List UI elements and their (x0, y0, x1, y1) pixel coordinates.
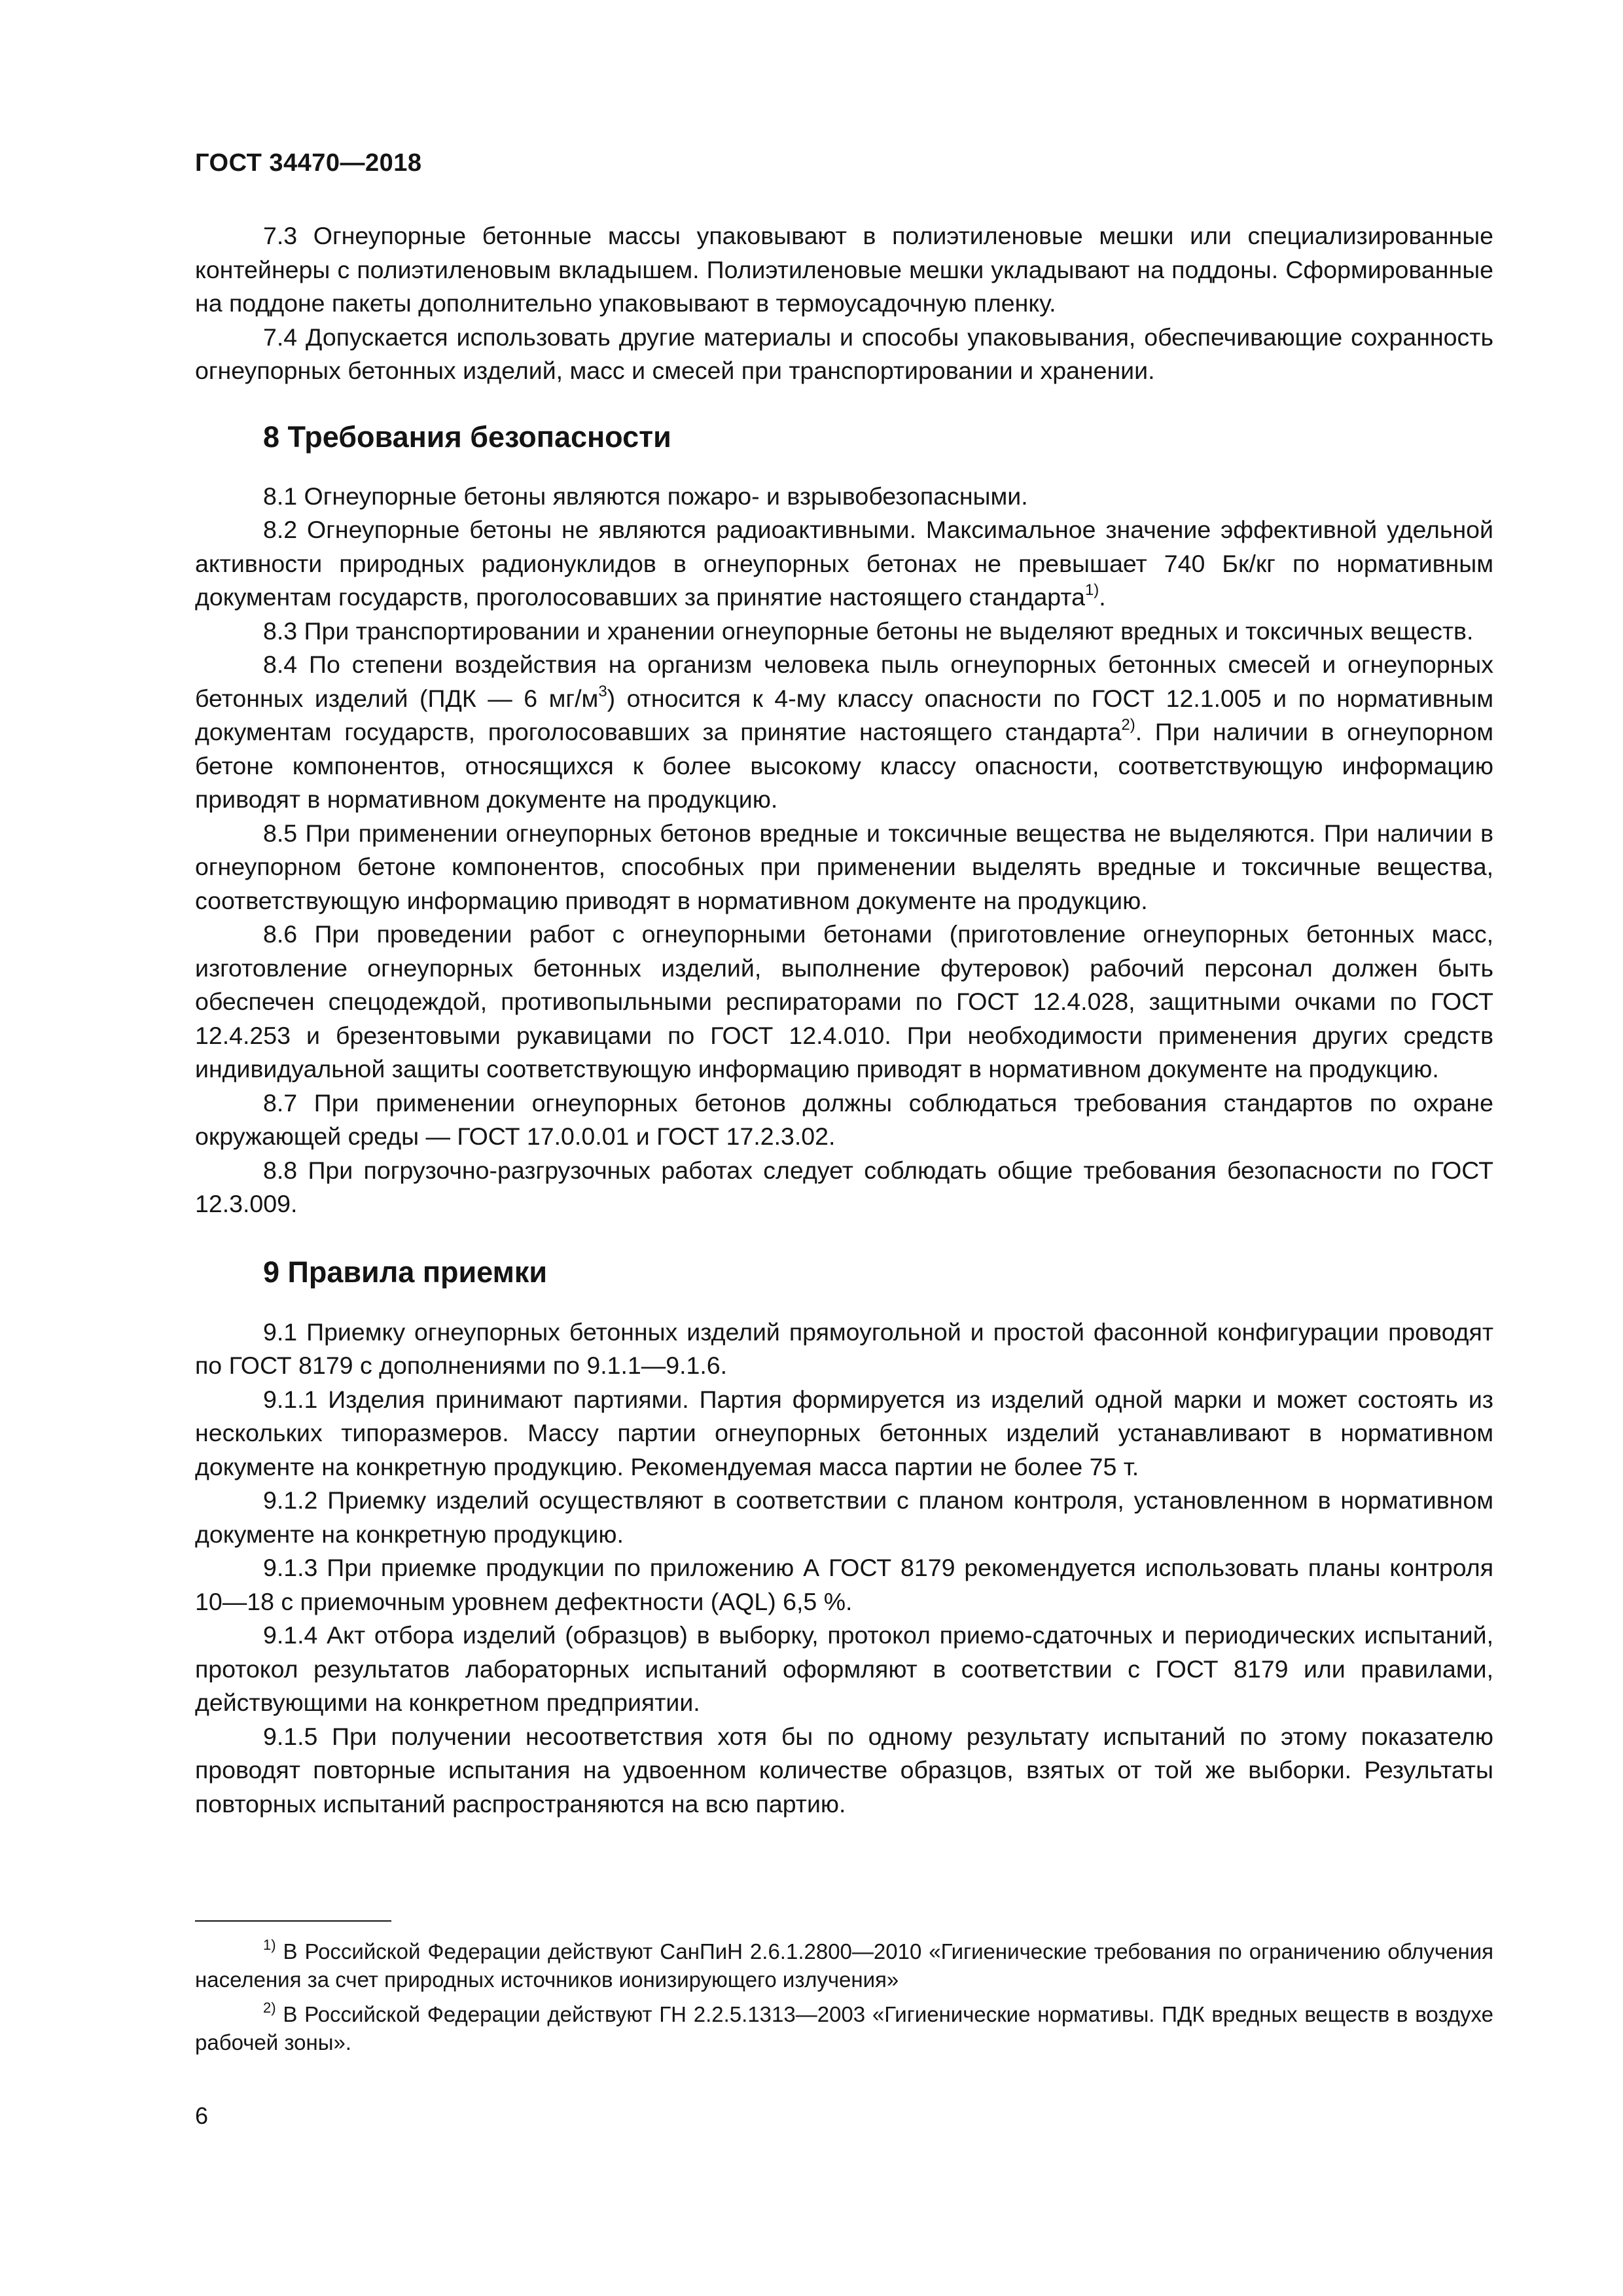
paragraph-9-1-4: 9.1.4 Акт отбора изделий (образцов) в выборку, протокол приемо-сдаточных и периодических испытаний, протокол результатов лабораторных испытаний оформляют в соответствии с ГОСТ 8179 или правилами, действующими на конкретном предприятии. (195, 1621, 1493, 1716)
document-page (195, 0, 1493, 2296)
footnote-ref-1[interactable]: 1) (1084, 581, 1099, 599)
footnote-1 (195, 1937, 1493, 1994)
paragraph-8-4 (195, 648, 1493, 817)
superscript-cubic: 3 (598, 682, 607, 700)
document-body (195, 219, 1493, 1821)
footnotes (195, 1920, 1493, 2063)
paragraph-8-5: 8.5 При применении огнеупорных бетонов вредные и токсичные вещества не выделяются. При наличии в огнеупорном бетоне компонентов, способных при применении выделять вредные и токсичные вещества, соответствующую информацию приводят в нормативном документе на продукцию. (195, 819, 1493, 914)
footnote-marker-1: 1) (263, 1937, 276, 1953)
footnote-divider (195, 1920, 391, 1922)
paragraph-9-1-5: 9.1.5 При получении несоответствия хотя бы по одному результату испытаний по этому показателю проводят повторные испытания на удвоенном количестве образцов, взятых от той же выборки. Результаты повторных испытаний распространяются на всю партию. (195, 1722, 1493, 1818)
paragraph-8-2-text: 8.2 Огнеупорные бетоны не являются радиоактивными. Максимальное значение эффективной удельной активности природных радионуклидов в огнеупорных бетонах не превышает 740 Бк/кг по нормативным документам государств, проголосовавших за принятие настоящего стандарта (195, 516, 1493, 611)
document-header: ГОСТ 34470—2018 (195, 149, 422, 177)
paragraph-8-2-end: . (1099, 583, 1106, 611)
section-9-heading: 9 Правила приемки (263, 1255, 548, 1289)
paragraph-9-1: 9.1 Приемку огнеупорных бетонных изделий прямоугольной и простой фасонной конфигурации проводят по ГОСТ 8179 с дополнениями по 9.1.1—9.1.6. (195, 1318, 1493, 1379)
footnote-2 (195, 2000, 1493, 2056)
footnote-marker-2: 2) (263, 2000, 276, 2016)
paragraph-8-4-text-c: . При наличии в огнеупорном бетоне компонентов, относящихся к более высокому классу опасности, соответствующую информацию приводят в нормативном документе на продукцию. (195, 718, 1494, 813)
footnote-ref-2[interactable]: 2) (1121, 716, 1135, 734)
paragraph-8-4-text-b: ) относится к 4-му классу опасности по ГОСТ 12.1.005 и по нормативным документам государств, проголосовавших за принятие настоящего стандарта (195, 684, 1494, 745)
paragraph-8-1: 8.1 Огнеупорные бетоны являются пожаро- и взрывобезопасными. (263, 482, 1028, 510)
paragraph-8-3: 8.3 При транспортировании и хранении огнеупорные бетоны не выделяют вредных и токсичных веществ. (263, 617, 1474, 645)
paragraph-8-7: 8.7 При применении огнеупорных бетонов должны соблюдаться требования стандартов по охране окружающей среды — ГОСТ 17.0.0.01 и ГОСТ 17.2.3.02. (195, 1088, 1493, 1150)
paragraph-7-3: 7.3 Огнеупорные бетонные массы упаковывают в полиэтиленовые мешки или специализированные контейнеры с полиэтиленовым вкладышем. Полиэтиленовые мешки укладывают на поддоны. Сформированные на поддоне пакеты дополнительно упаковывают в термоусадочную пленку. (195, 222, 1493, 317)
footnote-2-text: В Российской Федерации действуют ГН 2.2.5.1313—2003 «Гигиенические нормативы. ПДК вредных веществ в воздухе рабочей зоны». (195, 2002, 1493, 2054)
paragraph-8-4-text-a: 8.4 По степени воздействия на организм человека пыль огнеупорных бетонных смесей и огнеупорных бетонных изделий (ПДК — 6 мг/м (195, 651, 1493, 712)
paragraph-8-8: 8.8 При погрузочно-разгрузочных работах следует соблюдать общие требования безопасности по ГОСТ 12.3.009. (195, 1156, 1493, 1217)
paragraph-8-6: 8.6 При проведении работ с огнеупорными бетонами (приготовление огнеупорных бетонных масс, изготовление огнеупорных бетонных изделий, выполнение футеровок) рабочий персонал должен быть обеспечен спецодеждой, противопыльными респираторами по ГОСТ 12.4.028, защитными очками по ГОСТ 12.4.253 и брезентовыми рукавицами по ГОСТ 12.4.010. При необходимости применения других средств индивидуальной защиты соответствующую информацию приводят в нормативном документе на продукцию. (195, 920, 1493, 1083)
footnote-1-text: В Российской Федерации действуют СанПиН 2.6.1.2800—2010 «Гигиенические требования по ограничению облучения населения за счет природных источников ионизирующего излучения» (195, 1939, 1493, 1992)
paragraph-9-1-3: 9.1.3 При приемке продукции по приложению А ГОСТ 8179 рекомендуется использовать планы контроля 10—18 с приемочным уровнем дефектности (AQL) 6,5 %. (195, 1554, 1493, 1615)
page-number: 6 (195, 2102, 209, 2129)
paragraph-8-2 (195, 513, 1493, 615)
paragraph-7-4: 7.4 Допускается использовать другие материалы и способы упаковывания, обеспечивающие сохранность огнеупорных бетонных изделий, масс и смесей при транспортировании и хранении. (195, 323, 1493, 384)
paragraph-9-1-1: 9.1.1 Изделия принимают партиями. Партия формируется из изделий одной марки и может состоять из нескольких типоразмеров. Массу партии огнеупорных бетонных изделий устанавливают в нормативном документе на конкретную продукцию. Рекомендуемая масса партии не более 75 т. (195, 1385, 1493, 1480)
paragraph-9-1-2: 9.1.2 Приемку изделий осуществляют в соответствии с планом контроля, установленном в нормативном документе на конкретную продукцию. (195, 1486, 1493, 1548)
section-8-heading: 8 Требования безопасности (263, 420, 671, 454)
